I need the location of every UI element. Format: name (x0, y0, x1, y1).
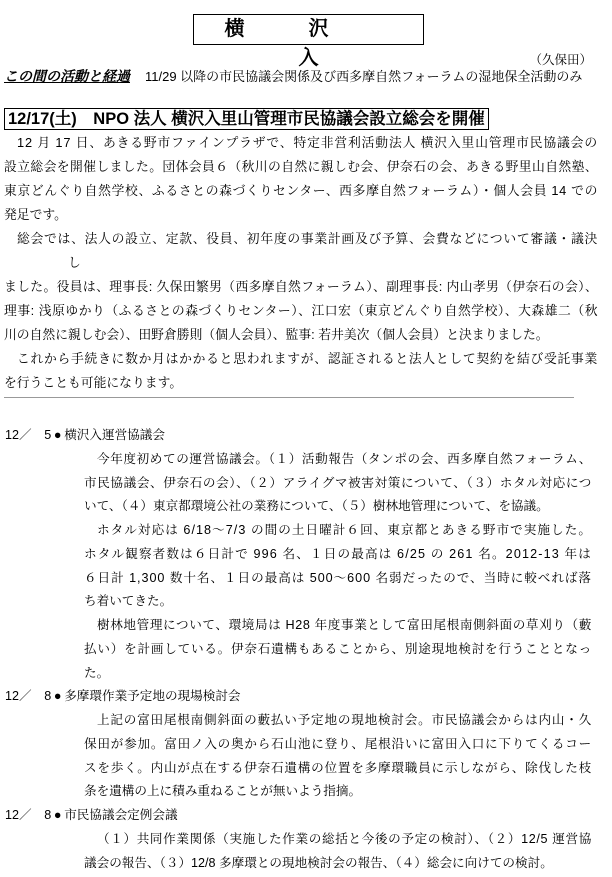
entry-line: ち着いてきた。 (84, 594, 173, 609)
activity-entry (5, 804, 592, 875)
entry-heading (5, 804, 592, 828)
entry-heading (5, 424, 592, 448)
article-line: これから手続きに数か月はかかると思われますが、認証されると法人として契約を結び受託事業 (17, 351, 599, 366)
entry-line: ホタル対応は 6/18～7/3 の間の土日曜計６回、東京都とあきる野市で実施した。 (97, 523, 592, 537)
entry-body (5, 828, 592, 876)
entry-title: 多摩環作業予定地の現場検討会 (64, 689, 241, 704)
entry-line: ６日計 1,300 数十名、１日の最高は 500～600 名弱だったので、当時に較べれば落 (84, 570, 592, 585)
entry-line: ホタル観察者数は６日計で 996 名、１日の最高は 6/25 の 261 名。2012-13 年は (84, 546, 592, 561)
entry-line: 保田が参加。富田ノ入の奥から石山池に登り、尾根沿いに富田入口に下りてくるコー (84, 736, 593, 751)
entry-title: 市民協議会定例会議 (64, 808, 178, 822)
entry-line: た。 (84, 665, 110, 680)
article-line: 東京どんぐり自然学校、ふるさとの森づくりセンター、西多摩自然フォーラム）・個人会員 14 での (4, 183, 599, 198)
entry-date: 12／ 5 (5, 428, 52, 442)
article-line: 総会では、法人の設立、定款、役員、初年度の事業計画及び予算、会費などについて審議・議決 (17, 231, 599, 246)
entry-heading (5, 685, 592, 709)
entry-line: スを歩く。内山が点在する伊奈石遺構の位置を多摩環職員に示しながら、除伐した枝 (84, 760, 592, 775)
article-line: を行うことも可能になります。 (4, 375, 183, 390)
period-label: この間の活動と経過 (4, 68, 130, 84)
entry-date: 12／ 8 (5, 689, 52, 704)
entry-body (5, 448, 592, 686)
bullet-icon: ● (53, 689, 62, 704)
article-line: 理事: 浅原ゆかり（ふるさとの森づくりセンター）、江口宏（東京どんぐり自然学校）、大森雄二（秋 (4, 303, 599, 318)
section-divider (4, 397, 574, 398)
activity-log (5, 424, 592, 875)
document-title (193, 14, 424, 69)
entry-line: 払い）を計画している。伊奈石遺構もあることから、別途現地検討を行うこととなっ (84, 641, 593, 656)
entry-line: 市民協議会、伊奈石の会）、（２）アライグマ被害対策について、（３）ホタル対応につ (84, 475, 592, 490)
feature-heading: 12/17(土) NPO 法人 横沢入里山管理市民協議会設立総会を開催 (4, 108, 489, 130)
entry-line: （１）共同作業関係（実施した作業の総括と今後の予定の検討）、（２）12/5 運営協 (97, 831, 592, 846)
entry-line: 議会の報告、（３）12/8 多摩環との現地検討会の報告、（４）総会に向けての検討。 (84, 855, 553, 870)
article-line: 発足です。 (4, 207, 67, 222)
entry-line: 条を遺構の上に積み重ねることが無いよう指摘。 (84, 784, 362, 799)
entry-body (5, 709, 592, 804)
activity-entry (5, 685, 592, 804)
feature-article (4, 131, 598, 395)
entry-line: 今年度初めての運営協議会。（１）活動報告（タンポの会、西多摩自然フォーラム、 (97, 451, 592, 466)
article-line: し (68, 255, 81, 270)
bullet-icon: ● (53, 808, 62, 822)
entry-title: 横沢入運営協議会 (64, 428, 165, 442)
article-line: 設立総会を開催しました。団体会員６（秋川の自然に親しむ会、伊奈石の会、あきる野里山自然塾、 (4, 159, 598, 174)
activity-entry (5, 424, 592, 685)
bullet-icon: ● (53, 428, 62, 442)
article-line: ました。役員は、理事長: 久保田繁男（西多摩自然フォーラム）、副理事長: 内山孝男（伊奈石の会）、 (4, 279, 599, 294)
article-line: 12 月 17 日、あきる野市ファインプラザで、特定非営利活動法人 横沢入里山管理市民協議会の (17, 135, 598, 150)
period-note: 11/29 以降の市民協議会関係及び西多摩自然フォーラムの湿地保全活動のみ (145, 69, 583, 84)
entry-line: 樹林地管理について、環境局は H28 年度事業として富田尾根南側斜面の草刈り（藪 (97, 618, 592, 632)
article-line: 川の自然に親しむ会）、田野倉勝則（個人会員）、監事: 若井美次（個人会員）と決まりました。 (4, 327, 549, 342)
period-summary (4, 67, 582, 86)
entry-line: いて、（４）東京都環境公社の業務について、（５）樹林地管理について、を協議。 (84, 499, 549, 514)
author-name: （久保田） (529, 53, 592, 67)
document-title-text: 横沢入 (224, 18, 393, 69)
entry-line: 上記の富田尾根南側斜面の藪払い予定地の現地検討会。市民協議会からは内山・久 (97, 713, 593, 727)
entry-date: 12／ 8 (5, 808, 52, 822)
